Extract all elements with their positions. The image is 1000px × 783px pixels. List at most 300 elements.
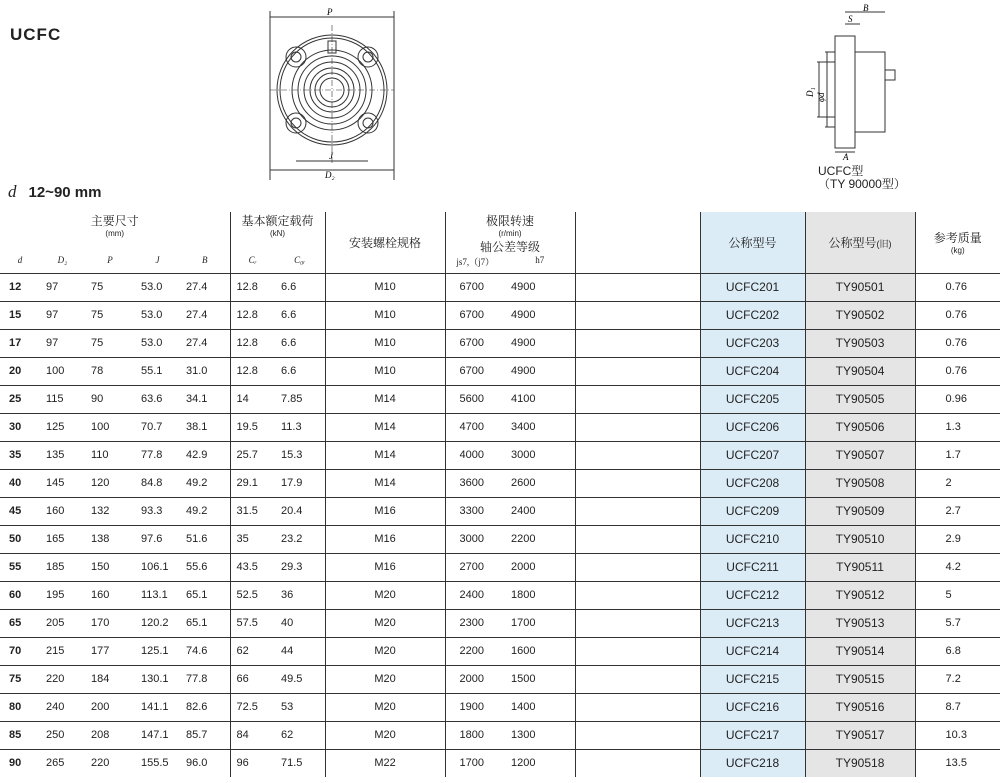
cell-d2: 265: [40, 749, 85, 777]
cell-bolt: M10: [325, 301, 445, 329]
cell-d: 40: [0, 469, 40, 497]
table-row: [0, 413, 1000, 441]
header-main-dims: [0, 212, 230, 255]
cell-d: 85: [0, 721, 40, 749]
cell-mass: 0.76: [915, 273, 1000, 301]
sym-cr: Cᵣ: [230, 255, 275, 273]
cell-mass: 1.3: [915, 413, 1000, 441]
cell-d2: 165: [40, 525, 85, 553]
cell-model-old: TY90504: [805, 357, 915, 385]
cell-blank: [575, 609, 700, 637]
cell-speed-h7: 2400: [505, 497, 575, 525]
tol-js7: js7,（j7）: [445, 255, 505, 273]
table-row: [0, 469, 1000, 497]
table-row: [0, 329, 1000, 357]
cell-speed-h7: 2200: [505, 525, 575, 553]
cell-mass: 1.7: [915, 441, 1000, 469]
cell-speed-js7: 4000: [445, 441, 505, 469]
cell-p: 220: [85, 749, 135, 777]
label-d1: D₁: [805, 87, 815, 97]
speed-unit: (r/min): [498, 229, 522, 238]
cell-j: 53.0: [135, 301, 180, 329]
cell-c0r: 6.6: [275, 329, 325, 357]
cell-blank: [575, 413, 700, 441]
cell-mass: 5: [915, 581, 1000, 609]
table-row: [0, 749, 1000, 777]
cell-cr: 12.8: [230, 357, 275, 385]
cell-p: 90: [85, 385, 135, 413]
cell-speed-h7: 4900: [505, 329, 575, 357]
label-b: B: [863, 3, 869, 13]
cell-bolt: M16: [325, 497, 445, 525]
cell-c0r: 62: [275, 721, 325, 749]
cell-blank: [575, 301, 700, 329]
cell-b: 74.6: [180, 637, 230, 665]
cell-p: 184: [85, 665, 135, 693]
cell-d2: 250: [40, 721, 85, 749]
cell-bolt: M16: [325, 525, 445, 553]
table-row: [0, 665, 1000, 693]
cell-d: 75: [0, 665, 40, 693]
cell-blank: [575, 385, 700, 413]
cell-p: 177: [85, 637, 135, 665]
cell-speed-js7: 3000: [445, 525, 505, 553]
cell-speed-js7: 5600: [445, 385, 505, 413]
cell-bolt: M14: [325, 385, 445, 413]
cell-d: 17: [0, 329, 40, 357]
table-row: [0, 301, 1000, 329]
cell-speed-js7: 2400: [445, 581, 505, 609]
model-old-label: 公称型号: [828, 235, 877, 250]
cell-bolt: M20: [325, 609, 445, 637]
cell-speed-js7: 4700: [445, 413, 505, 441]
cell-model: UCFC214: [700, 637, 805, 665]
cell-d2: 125: [40, 413, 85, 441]
cell-d2: 97: [40, 273, 85, 301]
cell-model: UCFC216: [700, 693, 805, 721]
cell-speed-js7: 3300: [445, 497, 505, 525]
table-row: [0, 581, 1000, 609]
cell-cr: 66: [230, 665, 275, 693]
cell-blank: [575, 553, 700, 581]
cell-cr: 14: [230, 385, 275, 413]
cell-d2: 97: [40, 301, 85, 329]
cell-speed-h7: 2000: [505, 553, 575, 581]
cell-speed-h7: 4900: [505, 301, 575, 329]
cell-cr: 19.5: [230, 413, 275, 441]
cell-c0r: 44: [275, 637, 325, 665]
cell-b: 55.6: [180, 553, 230, 581]
table-row: [0, 693, 1000, 721]
cell-j: 141.1: [135, 693, 180, 721]
cell-model-old: TY90514: [805, 637, 915, 665]
cell-d: 55: [0, 553, 40, 581]
cell-blank: [575, 665, 700, 693]
cell-speed-h7: 1700: [505, 609, 575, 637]
cell-model: UCFC201: [700, 273, 805, 301]
cell-b: 27.4: [180, 273, 230, 301]
cell-bolt: M14: [325, 413, 445, 441]
cell-d2: 185: [40, 553, 85, 581]
cell-b: 82.6: [180, 693, 230, 721]
cell-speed-h7: 3400: [505, 413, 575, 441]
cell-speed-h7: 1600: [505, 637, 575, 665]
cell-speed-h7: 1800: [505, 581, 575, 609]
cell-mass: 2.7: [915, 497, 1000, 525]
cell-j: 77.8: [135, 441, 180, 469]
cell-cr: 29.1: [230, 469, 275, 497]
table-row: [0, 553, 1000, 581]
cell-cr: 35: [230, 525, 275, 553]
cell-d2: 160: [40, 497, 85, 525]
cell-model-old: TY90507: [805, 441, 915, 469]
cell-c0r: 40: [275, 609, 325, 637]
cell-b: 27.4: [180, 301, 230, 329]
cell-mass: 4.2: [915, 553, 1000, 581]
cell-cr: 12.8: [230, 329, 275, 357]
cell-d: 50: [0, 525, 40, 553]
cell-p: 75: [85, 273, 135, 301]
cell-blank: [575, 273, 700, 301]
mass-label: 参考质量: [933, 231, 982, 246]
cell-c0r: 29.3: [275, 553, 325, 581]
cell-d: 30: [0, 413, 40, 441]
label-phid: φd: [816, 92, 826, 102]
cell-speed-js7: 1800: [445, 721, 505, 749]
cell-bolt: M14: [325, 469, 445, 497]
cell-blank: [575, 329, 700, 357]
table-row: [0, 609, 1000, 637]
main-dims-unit: (mm): [105, 229, 125, 238]
header-load: [230, 212, 325, 255]
cell-mass: 13.5: [915, 749, 1000, 777]
table-row: [0, 357, 1000, 385]
cell-c0r: 53: [275, 693, 325, 721]
cell-b: 51.6: [180, 525, 230, 553]
cell-speed-h7: 1200: [505, 749, 575, 777]
cell-j: 147.1: [135, 721, 180, 749]
cell-blank: [575, 525, 700, 553]
cell-blank: [575, 357, 700, 385]
front-view-drawing: [262, 5, 402, 185]
cell-bolt: M20: [325, 581, 445, 609]
table-row: [0, 385, 1000, 413]
cell-model-old: TY90509: [805, 497, 915, 525]
cell-mass: 5.7: [915, 609, 1000, 637]
cell-p: 132: [85, 497, 135, 525]
cell-d2: 97: [40, 329, 85, 357]
spec-table: [0, 212, 1000, 777]
cell-c0r: 6.6: [275, 273, 325, 301]
cell-c0r: 15.3: [275, 441, 325, 469]
cell-d: 70: [0, 637, 40, 665]
cell-model: UCFC212: [700, 581, 805, 609]
cell-model: UCFC206: [700, 413, 805, 441]
table-header: [0, 212, 1000, 273]
mass-unit: (kg): [950, 246, 965, 256]
cell-p: 208: [85, 721, 135, 749]
cell-speed-h7: 4100: [505, 385, 575, 413]
cell-j: 53.0: [135, 273, 180, 301]
cell-c0r: 23.2: [275, 525, 325, 553]
range-symbol: d: [8, 182, 17, 201]
header-mass: [915, 212, 1000, 273]
cell-mass: 8.7: [915, 693, 1000, 721]
cell-speed-js7: 2700: [445, 553, 505, 581]
cell-model: UCFC202: [700, 301, 805, 329]
table-row: [0, 273, 1000, 301]
cell-speed-js7: 1900: [445, 693, 505, 721]
cell-model: UCFC208: [700, 469, 805, 497]
cell-cr: 96: [230, 749, 275, 777]
cell-model: UCFC210: [700, 525, 805, 553]
cell-j: 84.8: [135, 469, 180, 497]
cell-d: 45: [0, 497, 40, 525]
cell-speed-js7: 2200: [445, 637, 505, 665]
cell-c0r: 7.85: [275, 385, 325, 413]
cell-model: UCFC205: [700, 385, 805, 413]
cell-c0r: 17.9: [275, 469, 325, 497]
cell-blank: [575, 441, 700, 469]
cell-bolt: M20: [325, 693, 445, 721]
cell-d: 65: [0, 609, 40, 637]
table-row: [0, 497, 1000, 525]
caption-line-1: UCFC型: [818, 164, 864, 178]
caption-line-2: （TY 90000型）: [818, 177, 906, 191]
cell-bolt: M10: [325, 357, 445, 385]
cell-j: 120.2: [135, 609, 180, 637]
table-row: [0, 525, 1000, 553]
sym-b: B: [202, 255, 208, 265]
cell-j: 113.1: [135, 581, 180, 609]
cell-d2: 135: [40, 441, 85, 469]
table-row: [0, 441, 1000, 469]
cell-model: UCFC217: [700, 721, 805, 749]
cell-j: 106.1: [135, 553, 180, 581]
cell-d2: 115: [40, 385, 85, 413]
cell-c0r: 36: [275, 581, 325, 609]
cell-model: UCFC207: [700, 441, 805, 469]
cell-p: 138: [85, 525, 135, 553]
cell-speed-h7: 1500: [505, 665, 575, 693]
cell-d2: 215: [40, 637, 85, 665]
cell-p: 170: [85, 609, 135, 637]
cell-d2: 100: [40, 357, 85, 385]
cell-model: UCFC209: [700, 497, 805, 525]
cell-speed-js7: 6700: [445, 301, 505, 329]
cell-b: 34.1: [180, 385, 230, 413]
cell-cr: 52.5: [230, 581, 275, 609]
cell-speed-h7: 1400: [505, 693, 575, 721]
cell-mass: 10.3: [915, 721, 1000, 749]
cell-blank: [575, 637, 700, 665]
cell-model-old: TY90511: [805, 553, 915, 581]
cell-cr: 12.8: [230, 301, 275, 329]
cell-cr: 43.5: [230, 553, 275, 581]
sym-d2: D₂: [57, 255, 68, 265]
label-p: P: [327, 7, 333, 17]
cell-model: UCFC211: [700, 553, 805, 581]
cell-j: 155.5: [135, 749, 180, 777]
cell-model-old: TY90503: [805, 329, 915, 357]
cell-speed-js7: 1700: [445, 749, 505, 777]
cell-model: UCFC218: [700, 749, 805, 777]
cell-b: 27.4: [180, 329, 230, 357]
tolerance-label: 轴公差等级: [480, 240, 541, 254]
cell-d2: 220: [40, 665, 85, 693]
speed-label: 极限转速: [486, 214, 535, 228]
cell-d: 25: [0, 385, 40, 413]
cell-bolt: M14: [325, 441, 445, 469]
cell-b: 31.0: [180, 357, 230, 385]
cell-bolt: M10: [325, 273, 445, 301]
cell-speed-h7: 2600: [505, 469, 575, 497]
cell-b: 65.1: [180, 609, 230, 637]
cell-b: 49.2: [180, 497, 230, 525]
drawing-caption: [818, 165, 906, 191]
load-label: 基本额定载荷: [241, 214, 314, 228]
table-row: [0, 721, 1000, 749]
cell-mass: 6.8: [915, 637, 1000, 665]
cell-p: 100: [85, 413, 135, 441]
sym-j: J: [155, 255, 160, 265]
cell-speed-js7: 6700: [445, 329, 505, 357]
cell-speed-h7: 4900: [505, 273, 575, 301]
cell-model-old: TY90508: [805, 469, 915, 497]
header-bolt: 安装螺栓规格: [325, 212, 445, 273]
cell-mass: 0.76: [915, 357, 1000, 385]
cell-model: UCFC213: [700, 609, 805, 637]
cell-p: 78: [85, 357, 135, 385]
cell-c0r: 71.5: [275, 749, 325, 777]
cell-c0r: 6.6: [275, 301, 325, 329]
cell-d: 15: [0, 301, 40, 329]
size-range: [8, 182, 101, 202]
tol-h7: h7: [535, 255, 545, 265]
table-row: [0, 637, 1000, 665]
range-text: 12~90 mm: [28, 184, 102, 201]
cell-bolt: M22: [325, 749, 445, 777]
cell-b: 85.7: [180, 721, 230, 749]
cell-p: 120: [85, 469, 135, 497]
cell-model-old: TY90512: [805, 581, 915, 609]
cell-j: 125.1: [135, 637, 180, 665]
cell-model-old: TY90515: [805, 665, 915, 693]
cell-blank: [575, 497, 700, 525]
cell-blank: [575, 693, 700, 721]
cell-speed-js7: 6700: [445, 273, 505, 301]
cell-bolt: M20: [325, 721, 445, 749]
header-speed: [445, 212, 575, 255]
cell-d: 80: [0, 693, 40, 721]
cell-speed-js7: 3600: [445, 469, 505, 497]
cell-model-old: TY90510: [805, 525, 915, 553]
cell-j: 97.6: [135, 525, 180, 553]
cell-speed-h7: 1300: [505, 721, 575, 749]
cell-blank: [575, 749, 700, 777]
cell-model: UCFC215: [700, 665, 805, 693]
cell-bolt: M20: [325, 637, 445, 665]
cell-d: 20: [0, 357, 40, 385]
label-j: J: [329, 151, 333, 161]
cell-d2: 145: [40, 469, 85, 497]
cell-c0r: 20.4: [275, 497, 325, 525]
cell-mass: 7.2: [915, 665, 1000, 693]
header-model-old: [805, 212, 915, 273]
cell-d: 60: [0, 581, 40, 609]
cell-blank: [575, 581, 700, 609]
header-blank: [575, 212, 700, 273]
cell-b: 42.9: [180, 441, 230, 469]
model-old-suffix: (旧): [876, 238, 892, 249]
cell-d: 90: [0, 749, 40, 777]
cell-b: 38.1: [180, 413, 230, 441]
cell-bolt: M10: [325, 329, 445, 357]
side-view-drawing: [805, 2, 905, 162]
cell-model-old: TY90517: [805, 721, 915, 749]
cell-p: 75: [85, 301, 135, 329]
cell-bolt: M16: [325, 553, 445, 581]
cell-speed-js7: 2300: [445, 609, 505, 637]
cell-d2: 240: [40, 693, 85, 721]
cell-b: 96.0: [180, 749, 230, 777]
cell-d2: 205: [40, 609, 85, 637]
label-s: S: [848, 14, 853, 24]
cell-model-old: TY90513: [805, 609, 915, 637]
cell-speed-h7: 3000: [505, 441, 575, 469]
cell-b: 77.8: [180, 665, 230, 693]
sym-p: P: [107, 255, 113, 265]
cell-speed-js7: 2000: [445, 665, 505, 693]
cell-cr: 25.7: [230, 441, 275, 469]
table-body: [0, 273, 1000, 777]
cell-p: 200: [85, 693, 135, 721]
cell-model-old: TY90505: [805, 385, 915, 413]
cell-mass: 2.9: [915, 525, 1000, 553]
cell-mass: 2: [915, 469, 1000, 497]
cell-blank: [575, 469, 700, 497]
cell-speed-js7: 6700: [445, 357, 505, 385]
cell-cr: 72.5: [230, 693, 275, 721]
load-unit: (kN): [269, 229, 286, 238]
main-dims-label: 主要尺寸: [90, 214, 139, 228]
cell-p: 110: [85, 441, 135, 469]
cell-cr: 84: [230, 721, 275, 749]
cell-speed-h7: 4900: [505, 357, 575, 385]
cell-mass: 0.96: [915, 385, 1000, 413]
cell-j: 55.1: [135, 357, 180, 385]
cell-c0r: 49.5: [275, 665, 325, 693]
cell-cr: 31.5: [230, 497, 275, 525]
label-d2: D₂: [325, 170, 335, 180]
sym-c0r: C₀ᵣ: [294, 255, 306, 265]
cell-model-old: TY90518: [805, 749, 915, 777]
cell-mass: 0.76: [915, 301, 1000, 329]
cell-model-old: TY90501: [805, 273, 915, 301]
cell-cr: 57.5: [230, 609, 275, 637]
cell-model: UCFC203: [700, 329, 805, 357]
cell-c0r: 6.6: [275, 357, 325, 385]
cell-j: 53.0: [135, 329, 180, 357]
sym-d: d: [17, 255, 23, 265]
cell-d: 35: [0, 441, 40, 469]
cell-j: 93.3: [135, 497, 180, 525]
cell-b: 49.2: [180, 469, 230, 497]
cell-d: 12: [0, 273, 40, 301]
cell-cr: 62: [230, 637, 275, 665]
cell-cr: 12.8: [230, 273, 275, 301]
cell-j: 63.6: [135, 385, 180, 413]
